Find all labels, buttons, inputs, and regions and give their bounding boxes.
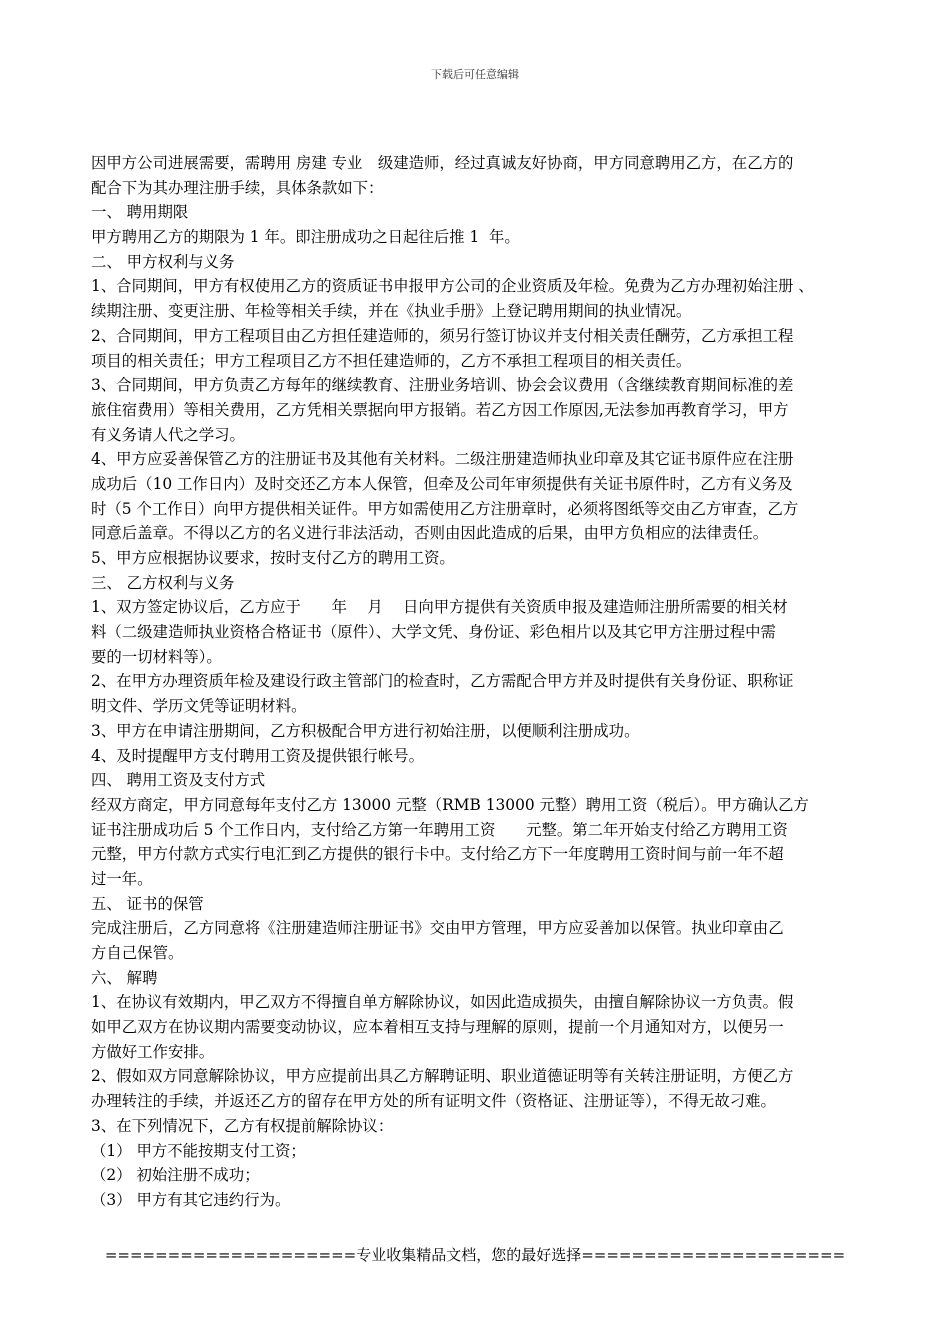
text-line: 办理转注的手续，并返还乙方的留存在甲方处的所有证明文件（资格证、注册证等），不得无故刁难。	[91, 1092, 776, 1111]
text-line: 六、 解聘	[91, 968, 158, 987]
text-line: （1） 甲方不能按期支付工资；	[91, 1141, 306, 1160]
text-line: 二、 甲方权利与义务	[91, 252, 235, 271]
text-line: 1、双方签定协议后，乙方应于 年 月 日向甲方提供有关资质申报及建造师注册所需要的相关材	[91, 598, 788, 617]
text-line: 续期注册、变更注册、年检等相关手续，并在《执业手册》上登记聘用期间的执业情况。	[91, 302, 692, 321]
text-line: 3、合同期间，甲方负责乙方每年的继续教育、注册业务培训、协会会议费用（含继续教育期间标准的差	[91, 376, 794, 395]
text-line: 要的一切材料等）。	[91, 647, 222, 666]
page-header: 下载后可任意编辑	[431, 68, 519, 81]
text-line: 三、 乙方权利与义务	[91, 573, 235, 592]
text-line: 四、 聘用工资及支付方式	[91, 771, 266, 790]
text-line: 2、合同期间，甲方工程项目由乙方担任建造师的，须另行签订协议并支付相关责任酬劳，乙方承担工程	[91, 326, 794, 345]
text-line: 1、合同期间，甲方有权使用乙方的资质证书申报甲方公司的企业资质及年检。免费为乙方办理初始注册 、	[91, 277, 814, 296]
text-line: 4、及时提醒甲方支付聘用工资及提供银行帐号。	[91, 746, 424, 765]
text-line: （3） 甲方有其它违约行为。	[91, 1190, 291, 1209]
text-line: 4、甲方应妥善保管乙方的注册证书及其他有关材料。二级注册建造师执业印章及其它证书原件应在注册	[91, 450, 794, 469]
text-line: 经双方商定，甲方同意每年支付乙方 13000 元整（RMB 13000 元整）聘用工资（税后）。甲方确认乙方	[91, 795, 809, 814]
text-line: （2） 初始注册不成功；	[91, 1166, 260, 1185]
text-line: 2、在甲方办理资质年检及建设行政主管部门的检查时，乙方需配合甲方并及时提供有关身份证、职称证	[91, 672, 794, 691]
text-line: 一、 聘用期限	[91, 203, 189, 222]
text-line: 甲方聘用乙方的期限为 1 年。即注册成功之日起往后推 1 年。	[91, 228, 520, 247]
text-line: 方做好工作安排。	[91, 1042, 215, 1061]
document-body	[91, 151, 866, 1213]
text-line: 五、 证书的保管	[91, 894, 204, 913]
text-line: 3、甲方在申请注册期间，乙方积极配合甲方进行初始注册，以便顺利注册成功。	[91, 721, 640, 740]
text-line: 5、甲方应根据协议要求，按时支付乙方的聘用工资。	[91, 549, 455, 567]
text-line: 过一年。	[91, 869, 153, 888]
text-line: 方自己保管。	[91, 944, 184, 962]
text-line: 有义务请人代之学习。	[91, 425, 245, 444]
text-line: 如甲乙双方在协议期内需要变动协议，应本着相互支持与理解的原则，提前一个月通知对方，以便另一	[91, 1018, 784, 1037]
text-line: 明文件、学历文凭等证明材料。	[91, 697, 307, 716]
text-line: 因甲方公司进展需要，需聘用 房建 专业 级建造师，经过真诚友好协商，甲方同意聘用乙方，在乙方的	[91, 154, 794, 172]
text-line: 2、假如双方同意解除协议，甲方应提前出具乙方解聘证明、职业道德证明等有关转注册证明，方便乙方	[91, 1067, 794, 1086]
page-footer: ====================专业收集精品文档，您的最好选择=====================	[104, 1246, 846, 1264]
text-line: 旅住宿费用）等相关费用，乙方凭相关票据向甲方报销。若乙方因工作原因,无法参加再教育学习，甲方	[91, 400, 789, 419]
text-line: 3、在下列情况下，乙方有权提前解除协议：	[91, 1116, 394, 1135]
text-line: 时（5 个工作日）向甲方提供相关证件。甲方如需使用乙方注册章时，必须将图纸等交由乙方审查，乙方	[91, 499, 799, 518]
text-line: 元整，甲方付款方式实行电汇到乙方提供的银行卡中。支付给乙方下一年度聘用工资时间与前一年不超	[91, 845, 784, 864]
text-line: 成功后（10 工作日内）及时交还乙方本人保管，但牵及公司年审须提供有关证书原件时，乙方有义务及	[91, 474, 793, 493]
text-line: 项目的相关责任；甲方工程项目乙方不担任建造师的，乙方不承担工程项目的相关责任。	[91, 351, 692, 370]
text-line: 同意后盖章。不得以乙方的名义进行非法活动，否则由因此造成的后果，由甲方负相应的法律责任。	[91, 524, 769, 543]
text-line: 证书注册成功后 5 个工作日内，支付给乙方第一年聘用工资 元整。第二年开始支付给乙方聘用工资	[91, 820, 788, 839]
text-line: 配合下为其办理注册手续，具体条款如下：	[91, 178, 384, 197]
text-line: 料（二级建造师执业资格合格证书（原件）、大学文凭、身份证、彩色相片以及其它甲方注册过程中需	[91, 623, 776, 642]
text-line: 完成注册后，乙方同意将《注册建造师注册证书》交由甲方管理，甲方应妥善加以保管。执业印章由乙	[91, 919, 784, 938]
text-line: 1、在协议有效期内，甲乙双方不得擅自单方解除协议，如因此造成损失，由擅自解除协议一方负责。假	[91, 993, 794, 1012]
